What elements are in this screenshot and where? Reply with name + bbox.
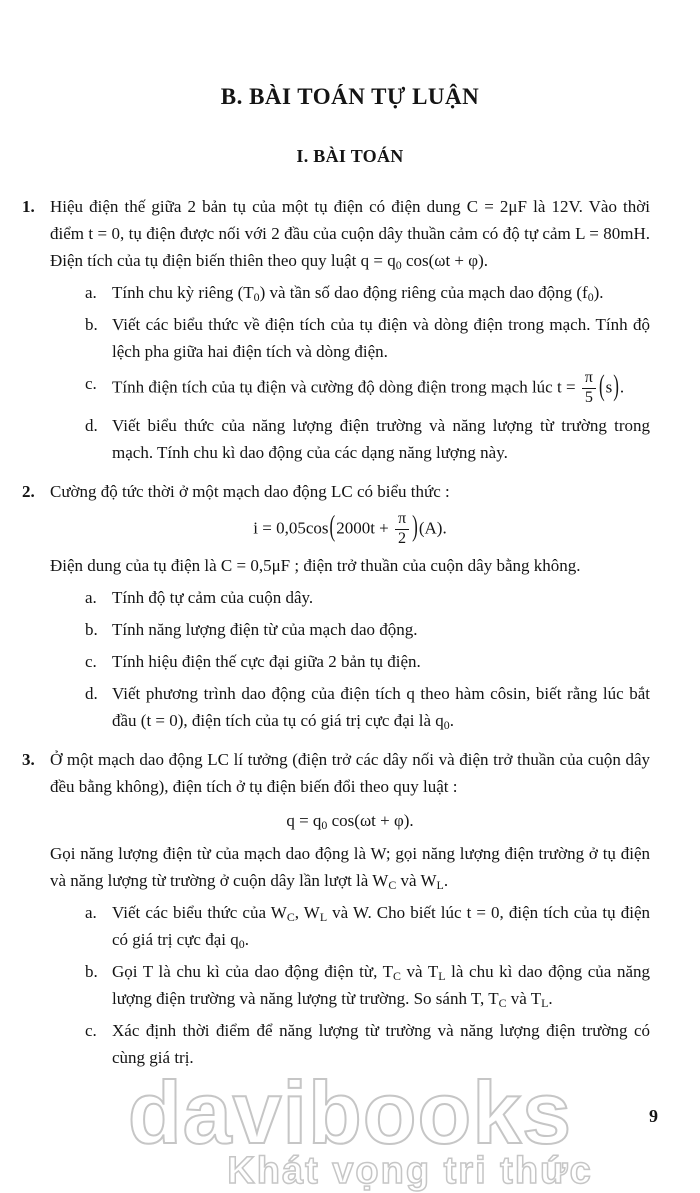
problem-intro: Ở một mạch dao động LC lí tưởng (điện trở các dây nối và điện trở thuần của cuộn dây đều bằng không), điện tích ở tụ điện biến đổi theo quy luật : [50,749,650,796]
sub-item-c [85,1017,650,1071]
sub-item-a [85,584,650,611]
fraction: $\frac{\pi}{5}$ [582,370,596,407]
problem-1 [22,193,650,466]
problem-2 [22,478,650,734]
problem-paragraph: Gọi năng lượng điện từ của mạch dao động là W; gọi năng lượng điện trường ở tụ điện và năng lượng từ trường ở cuộn dây lần lượt là $W_C$ và $W_L$. [50,843,650,892]
problem-intro: Hiệu điện thế giữa 2 bản tụ của một tụ điện có điện dung C = 2μF là 12V. Vào thời điểm t = 0, tụ điện được nối với 2 đầu của cuộn dây thuần cảm có độ tự cảm L = 80mH. Điện tích của tụ điện biến thiên theo quy luật $q = q_0$ cos(ωt + φ). [50,197,650,272]
watermark-slogan-text: Khát vọng tri thức [227,1150,593,1192]
problem-number: 1. [22,197,35,216]
sub-item-b [85,958,650,1012]
sub-item-text: Gọi T là chu kì của dao động điện từ, $T_C$ và $T_L$ là chu kì dao động của năng lượng điện trường và năng lượng từ trường. So sánh T, $T_C$ và $T_L$. [112,961,651,1010]
sub-item-text: Viết biểu thức của năng lượng điện trường và năng lượng từ trường trong mạch. Tính chu kì dao động của các dạng năng lượng này. [112,415,650,462]
sub-item-label: b. [85,961,98,981]
sub-item-text: Tính năng lượng điện từ của mạch dao động. [112,619,418,639]
centered-formula: i = 0,05cos(2000t + $\frac{\pi}{2}$ )(A). [253,509,447,547]
sub-item-text: Viết các biểu thức về điện tích của tụ điện và dòng điện trong mạch. Tính độ lệch pha giữa hai điện tích và dòng điện. [112,315,650,361]
problem-list [0,193,700,1071]
sub-item-text: Tính hiệu điện thế cực đại giữa 2 bản tụ điện. [112,651,421,671]
problem-paragraph: Điện dung của tụ điện là C = 0,5μF ; điện trở thuần của cuộn dây bằng không. [50,555,581,575]
sub-item-label: c. [85,651,97,671]
sub-item-label: b. [85,619,98,639]
sub-item-text: Viết phương trình dao động của điện tích q theo hàm côsin, biết rằng lúc bắt đầu (t = 0), điện tích của tụ có giá trị cực đại là $q_0$. [112,683,650,732]
problem-number: 2. [22,481,35,501]
problem-body [50,193,650,466]
sub-item-c [85,648,650,675]
sub-item-text: Viết các biểu thức của $W_C$, $W_L$ và W. Cho biết lúc t = 0, điện tích của tụ điện có giá trị cực đại $q_0$. [112,902,650,951]
sub-item-text: Tính độ tự cảm của cuộn dây. [112,587,314,607]
sub-item-label: d. [85,683,98,703]
page-title: B. BÀI TOÁN TỰ LUẬN [220,84,480,109]
sub-item-a [85,279,650,306]
sub-item-a [85,899,650,953]
problem-body [50,478,650,734]
problem-number: 3. [22,749,35,769]
sub-item-c [85,370,650,407]
sub-item-d [85,412,650,466]
watermark-logo-text: davibooks [127,1063,573,1162]
problem-3 [22,746,650,1071]
sub-item-b [85,311,650,365]
sub-item-text: Tính chu kỳ riêng $(T_0)$ và tần số dao động riêng của mạch dao động $(f_0)$. [112,283,604,304]
sub-item-label: c. [85,1020,97,1040]
sub-item-label: c. [85,374,97,393]
page-number: 9 [649,1106,658,1126]
centered-formula: $q = q_0$ cos(ωt + φ). [286,810,414,832]
sub-item-label: a. [85,283,97,302]
sub-item-label: a. [85,587,97,607]
section-title: I. BÀI TOÁN [296,146,404,166]
scanned-textbook-page [0,84,700,1193]
sub-item-label: d. [85,415,98,435]
sub-item-text: Tính điện tích của tụ điện và cường độ dòng điện trong mạch lúc t = $\frac{\pi}{5}$ (s). [112,369,625,406]
fraction: $\frac{\pi}{2}$ [395,511,409,548]
sub-item-b [85,616,650,643]
sub-item-text: Xác định thời điểm để năng lượng từ trường và năng lượng điện trường có cùng giá trị. [112,1020,650,1067]
sub-item-label: a. [85,902,97,922]
problem-intro: Cường độ tức thời ở một mạch dao động LC có biểu thức : [50,481,450,501]
sub-item-label: b. [85,315,98,334]
sub-item-d [85,680,650,734]
problem-body [50,746,650,1071]
